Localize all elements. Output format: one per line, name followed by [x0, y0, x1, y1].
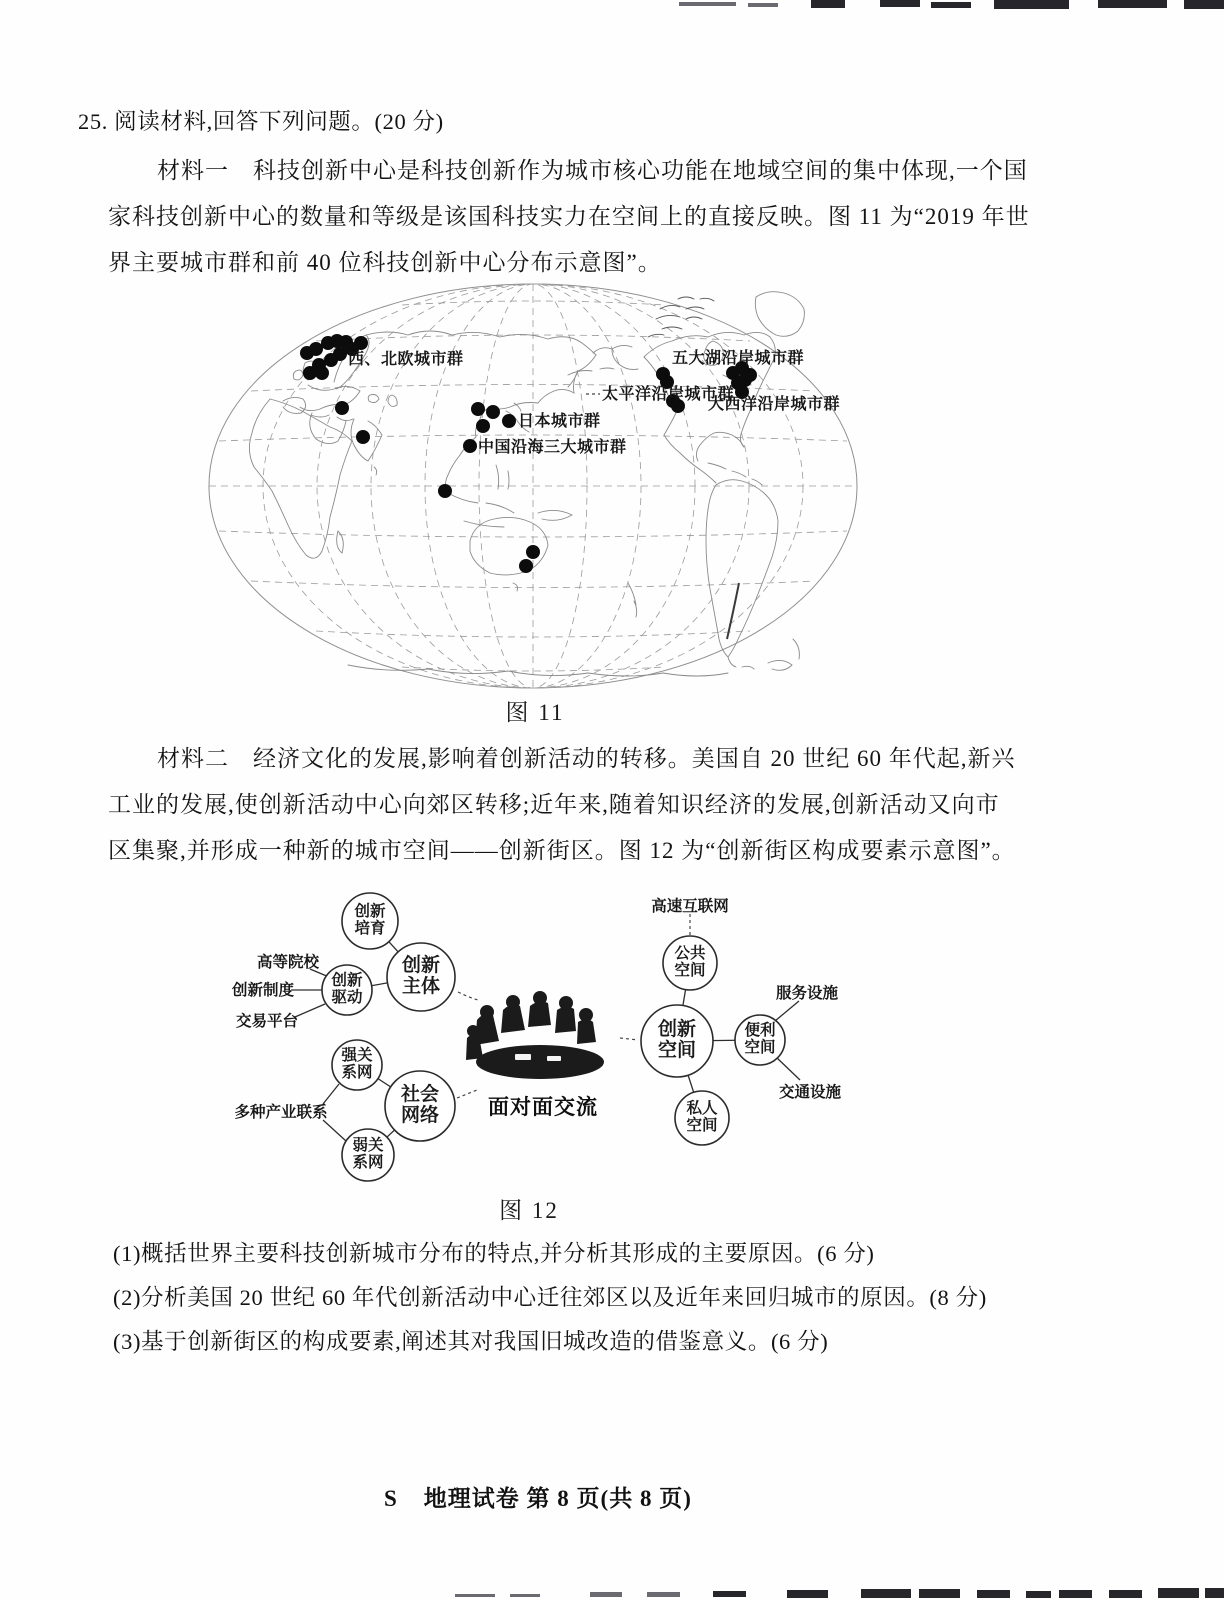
material2-line: 区集聚,并形成一种新的城市空间——创新街区。图 12 为“创新街区构成要素示意图”。: [108, 838, 1016, 863]
map-label-atlantic: 大西洋沿岸城市群: [708, 396, 841, 413]
figure11-map: [208, 283, 858, 690]
footer-mark: S: [384, 1486, 398, 1511]
material1-line: 材料一 科技创新中心是科技创新作为城市核心功能在地域空间的集中体现,一个国: [157, 158, 1028, 183]
innovation-center-dot: [486, 405, 500, 419]
svg-text:弱关系网: 弱关系网: [352, 1137, 384, 1171]
scan-artifact: [1158, 1588, 1199, 1598]
sub-question-3: (3)基于创新街区的构成要素,阐述其对我国旧城改造的借鉴意义。(6 分): [113, 1329, 829, 1354]
svg-text:公共空间: 公共空间: [674, 945, 706, 979]
innovation-center-dot: [438, 484, 452, 498]
scan-artifact: [1098, 0, 1167, 8]
label-service-facilities: 服务设施: [775, 985, 839, 1002]
question-intro: 阅读材料,回答下列问题。(20 分): [114, 109, 444, 134]
scan-artifact: [1205, 1588, 1224, 1598]
scan-artifact: [590, 1592, 622, 1597]
innovation-center-dot: [519, 559, 533, 573]
innovation-center-dot: [356, 430, 370, 444]
figure11-caption: 图 11: [505, 700, 565, 725]
svg-text:私人空间: 私人空间: [686, 1100, 718, 1134]
label-transport-facilities: 交通设施: [778, 1084, 842, 1101]
scan-artifact: [748, 3, 778, 7]
figure12-caption: 图 12: [499, 1198, 559, 1223]
material2-line: 工业的发展,使创新活动中心向郊区转移;近年来,随着知识经济的发展,创新活动又向市: [108, 792, 1000, 817]
scan-artifact: [861, 1589, 911, 1598]
map-label-great-lakes: 五大湖沿岸城市群: [672, 350, 805, 367]
scan-artifact: [787, 1590, 828, 1598]
label-face-to-face: 面对面交流: [488, 1095, 598, 1119]
sub-question-2: (2)分析美国 20 世纪 60 年代创新活动中心迁往郊区以及近年来回归城市的原因。(8 分): [113, 1285, 987, 1310]
diagram-nodes: [322, 893, 785, 1181]
sub-question-1: (1)概括世界主要科技创新城市分布的特点,并分析其形成的主要原因。(6 分): [113, 1241, 875, 1266]
scan-artifact: [994, 0, 1069, 9]
scan-artifact: [1059, 1590, 1092, 1598]
scan-artifact: [713, 1591, 746, 1597]
label-innovation-system: 创新制度: [231, 982, 295, 999]
map-labels: [348, 348, 840, 456]
innovation-center-dot: [303, 366, 317, 380]
innovation-center-dot: [526, 545, 540, 559]
scan-artifact: [880, 0, 920, 7]
scan-artifact: [977, 1590, 1010, 1598]
innovation-center-dot: [502, 414, 516, 428]
scan-artifact: [647, 1592, 680, 1597]
innovation-center-dot: [743, 368, 757, 382]
question-25-header: [78, 104, 444, 136]
scan-artifact: [811, 0, 845, 8]
innovation-center-dot: [324, 353, 338, 367]
page-footer: [384, 1480, 692, 1513]
people-illustration: [466, 991, 604, 1079]
innovation-center-dot: [476, 419, 490, 433]
scan-artifact: [1184, 0, 1224, 9]
svg-text:强关系网: 强关系网: [341, 1047, 373, 1081]
scan-artifact: [679, 2, 736, 6]
scan-artifact: [455, 1594, 495, 1597]
scan-artifact: [931, 2, 971, 8]
scan-artifact: [1026, 1591, 1051, 1598]
map-graticule: [209, 284, 857, 689]
scan-artifact: [510, 1594, 540, 1597]
svg-text:社会网络: 社会网络: [400, 1084, 440, 1126]
material1-line: 家科技创新中心的数量和等级是该国科技实力在空间上的直接反映。图 11 为“2019 年世: [108, 204, 1030, 229]
map-label-pacific: 太平洋沿岸城市群: [602, 386, 735, 403]
innovation-center-dot: [471, 402, 485, 416]
label-higher-education: 高等院校: [256, 954, 320, 971]
innovation-center-dot: [309, 342, 323, 356]
map-label-japan: 日本城市群: [518, 413, 601, 430]
innovation-center-dot: [315, 366, 329, 380]
svg-text:便利空间: 便利空间: [744, 1022, 776, 1056]
map-label-europe: 西、北欧城市群: [348, 351, 464, 368]
label-high-speed-internet: 高速互联网: [651, 898, 729, 915]
innovation-center-dot: [463, 439, 477, 453]
svg-text:创新主体: 创新主体: [401, 955, 441, 997]
innovation-center-dot: [335, 401, 349, 415]
scan-artifact: [919, 1589, 960, 1598]
label-trading-platform: 交易平台: [235, 1013, 299, 1030]
figure12-diagram: [215, 870, 865, 1182]
svg-text:创新驱动: 创新驱动: [331, 972, 363, 1006]
label-multi-industry-links: 多种产业联系: [234, 1104, 328, 1121]
material2-line: 材料二 经济文化的发展,影响着创新活动的转移。美国自 20 世纪 60 年代起,新兴: [157, 746, 1016, 771]
material1-line: 界主要城市群和前 40 位科技创新中心分布示意图”。: [108, 250, 662, 275]
svg-text:创新空间: 创新空间: [657, 1019, 697, 1061]
footer-text: 地理试卷 第 8 页(共 8 页): [423, 1486, 692, 1511]
scan-artifact: [1109, 1590, 1142, 1598]
svg-text:创新培育: 创新培育: [354, 903, 386, 937]
question-number: 25.: [78, 109, 108, 134]
map-label-china: 中国沿海三大城市群: [478, 439, 627, 456]
